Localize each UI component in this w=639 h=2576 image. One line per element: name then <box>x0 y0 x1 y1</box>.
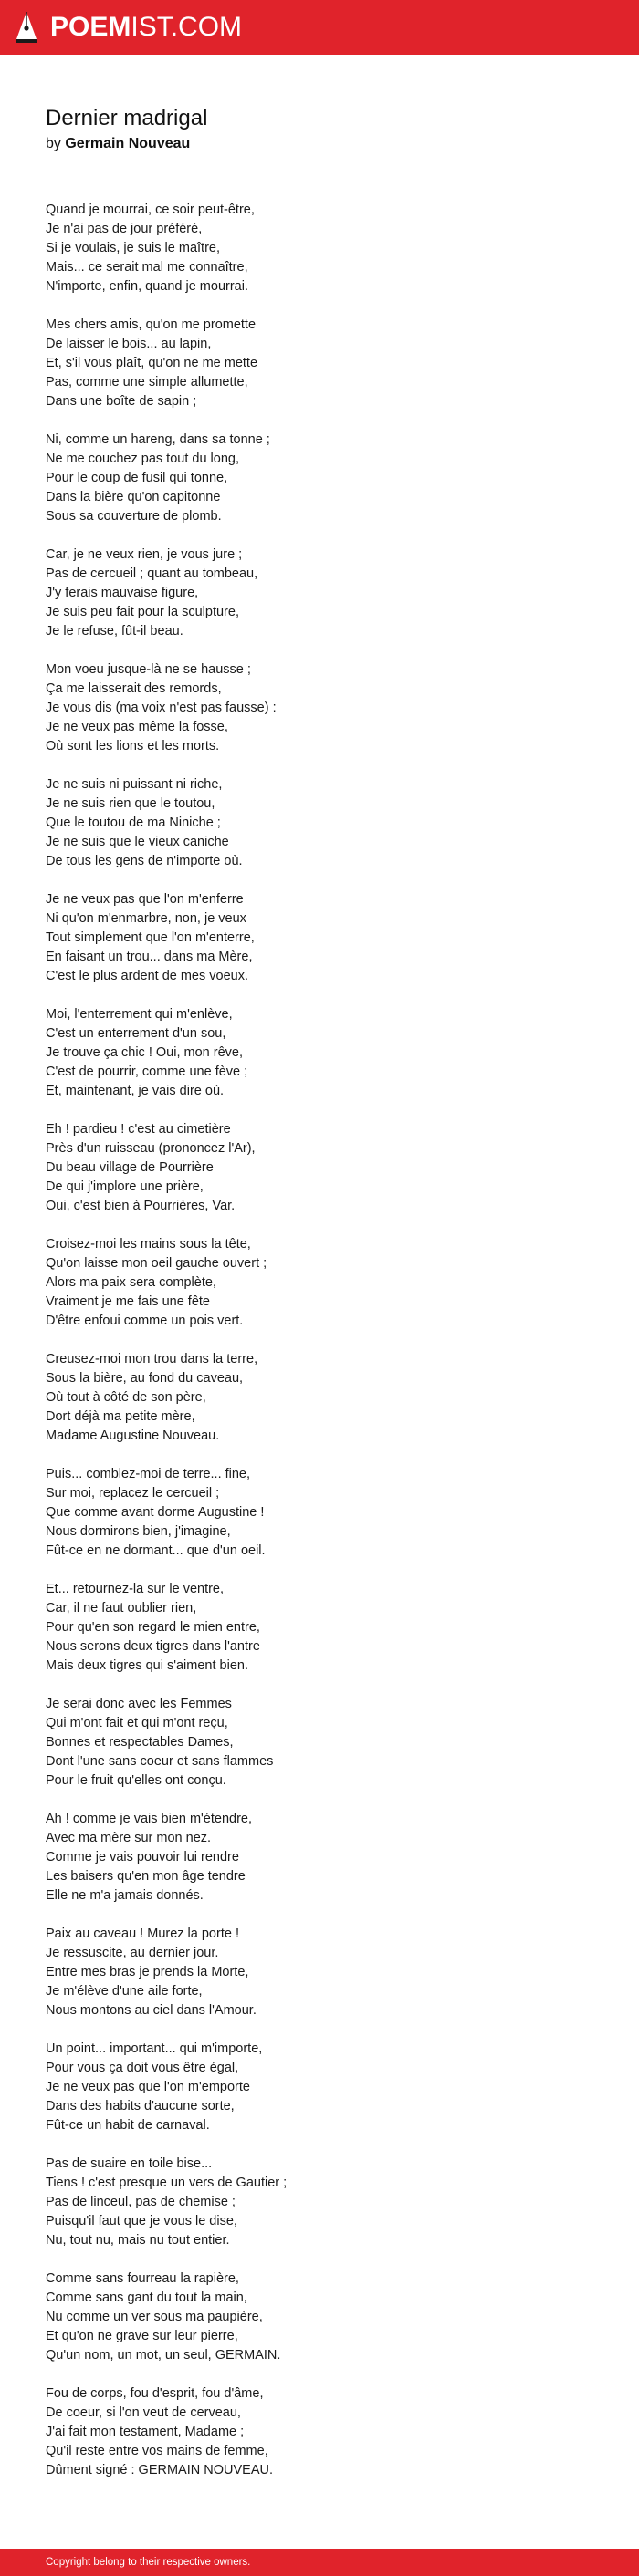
poem-line: Nous montons au ciel dans l'Amour. <box>46 2003 257 2018</box>
poem-stanza <box>46 1810 612 1906</box>
poem-line: Je trouve ça chic ! Oui, mon rêve, <box>46 1045 243 1060</box>
poem-line: Nu, tout nu, mais nu tout entier. <box>46 2233 230 2248</box>
logo-wordmark <box>50 11 242 44</box>
poem-line: Un point... important... qui m'importe, <box>46 2041 263 2056</box>
poem-line: Nous dormirons bien, j'imagine, <box>46 1524 231 1539</box>
poem-line: Je ne suis rien que le toutou, <box>46 796 215 811</box>
poem-line: C'est de pourrir, comme une fève ; <box>46 1065 248 1079</box>
poem-stanza <box>46 660 612 756</box>
poem-line: Je ne suis que le vieux caniche <box>46 835 229 849</box>
poem-line: Je ne suis ni puissant ni riche, <box>46 777 223 792</box>
poem-byline <box>46 135 190 153</box>
poem-author[interactable]: Germain Nouveau <box>65 136 191 151</box>
poem-title: Dernier madrigal <box>46 106 208 130</box>
poem-line: Oui, c'est bien à Pourrières, Var. <box>46 1199 236 1213</box>
poem-line: Et qu'on ne grave sur leur pierre, <box>46 2329 238 2343</box>
poem-line: Pas de cercueil ; quant au tombeau, <box>46 566 258 581</box>
poem-line: Et, s'il vous plaît, qu'on ne me mette <box>46 356 258 370</box>
poem-stanza <box>46 2155 612 2250</box>
poem-line: Ni qu'on m'enmarbre, non, je veux <box>46 911 246 926</box>
poem-line: Quand je mourrai, ce soir peut-être, <box>46 203 255 217</box>
pen-nib-icon <box>16 11 37 44</box>
poem-stanza <box>46 316 612 411</box>
poem-line: Que le toutou de ma Niniche ; <box>46 815 221 830</box>
poem-line: Du beau village de Pourrière <box>46 1160 214 1175</box>
poem-line: Mes chers amis, qu'on me promette <box>46 317 257 332</box>
poem-line: Qu'il reste entre vos mains de femme, <box>46 2444 268 2458</box>
poem-line: Ah ! comme je vais bien m'étendre, <box>46 1812 253 1826</box>
poem-line: Car, il ne faut oublier rien, <box>46 1601 197 1615</box>
poem-line: Croisez-moi les mains sous la tête, <box>46 1237 251 1252</box>
poem-line: Dans des habits d'aucune sorte, <box>46 2099 235 2114</box>
poem-line: Si je voulais, je suis le maître, <box>46 241 220 255</box>
poem-line: Elle ne m'a jamais donnés. <box>46 1888 204 1903</box>
logo-wordmark-light: IST.COM <box>131 12 243 42</box>
poem-stanza <box>46 1350 612 1446</box>
poem-line: Mon voeu jusque-là ne se hausse ; <box>46 662 251 677</box>
poem-line: Eh ! pardieu ! c'est au cimetière <box>46 1122 231 1137</box>
poem-line: D'être enfoui comme un pois vert. <box>46 1314 244 1328</box>
poem-line: Fût-ce en ne dormant... que d'un oeil. <box>46 1543 266 1558</box>
poem-line: Dort déjà ma petite mère, <box>46 1409 195 1424</box>
poem-line: Pour le coup de fusil qui tonne, <box>46 471 228 485</box>
poem-line: J'ai fait mon testament, Madame ; <box>46 2425 245 2439</box>
poem-stanza <box>46 431 612 526</box>
poem-line: Qu'un nom, un mot, un seul, GERMAIN. <box>46 2348 281 2363</box>
site-logo[interactable] <box>16 11 242 44</box>
poem-line: C'est un enterrement d'un sou, <box>46 1026 226 1041</box>
poem-line: Qui m'ont fait et qui m'ont reçu, <box>46 1716 228 1730</box>
poem-line: Vraiment je me fais une fête <box>46 1294 210 1309</box>
poem-line: Je le refuse, fût-il beau. <box>46 624 183 639</box>
poem-stanza <box>46 775 612 871</box>
poem-line: Tiens ! c'est presque un vers de Gautier ; <box>46 2176 288 2190</box>
poem-line: Fou de corps, fou d'esprit, fou d'âme, <box>46 2386 264 2401</box>
poem-body <box>46 201 612 2499</box>
poem-line: Dans une boîte de sapin ; <box>46 394 197 409</box>
poem-line: Je ne veux pas que l'on m'emporte <box>46 2080 250 2094</box>
poem-line: Sous la bière, au fond du caveau, <box>46 1371 244 1386</box>
poem-line: Qu'on laisse mon oeil gauche ouvert ; <box>46 1256 267 1271</box>
poem-line: De tous les gens de n'importe où. <box>46 854 243 868</box>
poem-line: Nous serons deux tigres dans l'antre <box>46 1639 260 1654</box>
poem-line: Sous sa couverture de plomb. <box>46 509 222 524</box>
poem-line: Bonnes et respectables Dames, <box>46 1735 234 1750</box>
poem-line: Je vous dis (ma voix n'est pas fausse) : <box>46 701 277 715</box>
poem-line: Madame Augustine Nouveau. <box>46 1428 220 1443</box>
poem-line: Moi, l'enterrement qui m'enlève, <box>46 1007 233 1022</box>
poem-line: Et, maintenant, je vais dire où. <box>46 1084 225 1098</box>
poem-line: Je ne veux pas que l'on m'enferre <box>46 892 244 907</box>
poem-line: Où sont les lions et les morts. <box>46 739 220 753</box>
poem-stanza <box>46 201 612 296</box>
poem-line: Alors ma paix sera complète, <box>46 1275 216 1290</box>
poem-line: Je ne veux pas même la fosse, <box>46 720 228 734</box>
poem-stanza <box>46 1235 612 1331</box>
poem-line: Pas de linceul, pas de chemise ; <box>46 2195 236 2209</box>
poem-line: Je n'ai pas de jour préféré, <box>46 222 203 236</box>
poem-line: Dûment signé : GERMAIN NOUVEAU. <box>46 2463 273 2477</box>
poem-line: Où tout à côté de son père, <box>46 1390 206 1405</box>
poem-line: Je ressuscite, au dernier jour. <box>46 1946 219 1960</box>
poem-line: Les baisers qu'en mon âge tendre <box>46 1869 246 1884</box>
poem-line: Près d'un ruisseau (prononcez l'Ar), <box>46 1141 256 1156</box>
poem-stanza <box>46 1580 612 1676</box>
poem-stanza <box>46 1695 612 1791</box>
poem-line: Puisqu'il faut que je vous le dise, <box>46 2214 237 2228</box>
poem-line: Fût-ce un habit de carnaval. <box>46 2118 210 2133</box>
poem-stanza <box>46 2270 612 2365</box>
poem-line: Je suis peu fait pour la sculpture, <box>46 605 239 619</box>
poem-line: Ne me couchez pas tout du long, <box>46 452 239 466</box>
poem-stanza <box>46 1120 612 1216</box>
poem-line: De laisser le bois... au lapin, <box>46 337 212 351</box>
byline-label: by <box>46 136 61 151</box>
poem-line: Pour vous ça doit vous être égal, <box>46 2061 239 2075</box>
poem-line: Et... retournez-la sur le ventre, <box>46 1582 225 1596</box>
poem-line: Pour le fruit qu'elles ont conçu. <box>46 1773 226 1788</box>
poem-line: Tout simplement que l'on m'enterre, <box>46 930 255 945</box>
poem-stanza <box>46 1465 612 1561</box>
poem-line: Avec ma mère sur mon nez. <box>46 1831 212 1845</box>
poem-line: Puis... comblez-moi de terre... fine, <box>46 1467 251 1481</box>
poem-stanza <box>46 890 612 986</box>
poem-line: Sur moi, replacez le cercueil ; <box>46 1486 220 1501</box>
poem-stanza <box>46 1925 612 2020</box>
poem-stanza <box>46 2384 612 2480</box>
logo-wordmark-bold: POEM <box>50 12 131 42</box>
poem-stanza <box>46 545 612 641</box>
poem-line: Car, je ne veux rien, je vous jure ; <box>46 547 243 562</box>
poem-line: N'importe, enfin, quand je mourrai. <box>46 279 248 294</box>
poem-line: En faisant un trou... dans ma Mère, <box>46 950 253 964</box>
poem-line: Dont l'une sans coeur et sans flammes <box>46 1754 274 1769</box>
poem-line: De qui j'implore une prière, <box>46 1179 204 1194</box>
copyright-notice: Copyright belong to their respective owners. <box>46 2557 251 2568</box>
poem-line: J'y ferais mauvaise figure, <box>46 586 199 600</box>
poem-line: Pas de suaire en toile bise... <box>46 2156 213 2171</box>
poem-line: Comme sans gant du tout la main, <box>46 2290 247 2305</box>
poem-stanza <box>46 2040 612 2135</box>
poem-line: Creusez-moi mon trou dans la terre, <box>46 1352 258 1366</box>
poem-line: Nu comme un ver sous ma paupière, <box>46 2310 263 2324</box>
poem-line: Pour qu'en son regard le mien entre, <box>46 1620 260 1635</box>
poem-line: Ça me laisserait des remords, <box>46 681 222 696</box>
site-header <box>0 0 639 55</box>
poem-line: C'est le plus ardent de mes voeux. <box>46 969 248 983</box>
poem-line: Dans la bière qu'on capitonne <box>46 490 221 504</box>
site-footer <box>0 2549 639 2576</box>
poem-line: Entre mes bras je prends la Morte, <box>46 1965 249 1979</box>
poem-line: Je m'élève d'une aile forte, <box>46 1984 203 1999</box>
poem-line: Paix au caveau ! Murez la porte ! <box>46 1927 239 1941</box>
poem-line: Pas, comme une simple allumette, <box>46 375 248 390</box>
poem-line: De coeur, si l'on veut de cerveau, <box>46 2405 241 2420</box>
poem-line: Mais deux tigres qui s'aiment bien. <box>46 1658 248 1673</box>
poem-stanza <box>46 1005 612 1101</box>
poem-line: Mais... ce serait mal me connaître, <box>46 260 248 275</box>
poem-line: Ni, comme un hareng, dans sa tonne ; <box>46 432 270 447</box>
poem-line: Je serai donc avec les Femmes <box>46 1697 232 1711</box>
poem-line: Comme je vais pouvoir lui rendre <box>46 1850 239 1864</box>
poem-line: Que comme avant dorme Augustine ! <box>46 1505 265 1520</box>
poem-line: Comme sans fourreau la rapière, <box>46 2271 239 2286</box>
